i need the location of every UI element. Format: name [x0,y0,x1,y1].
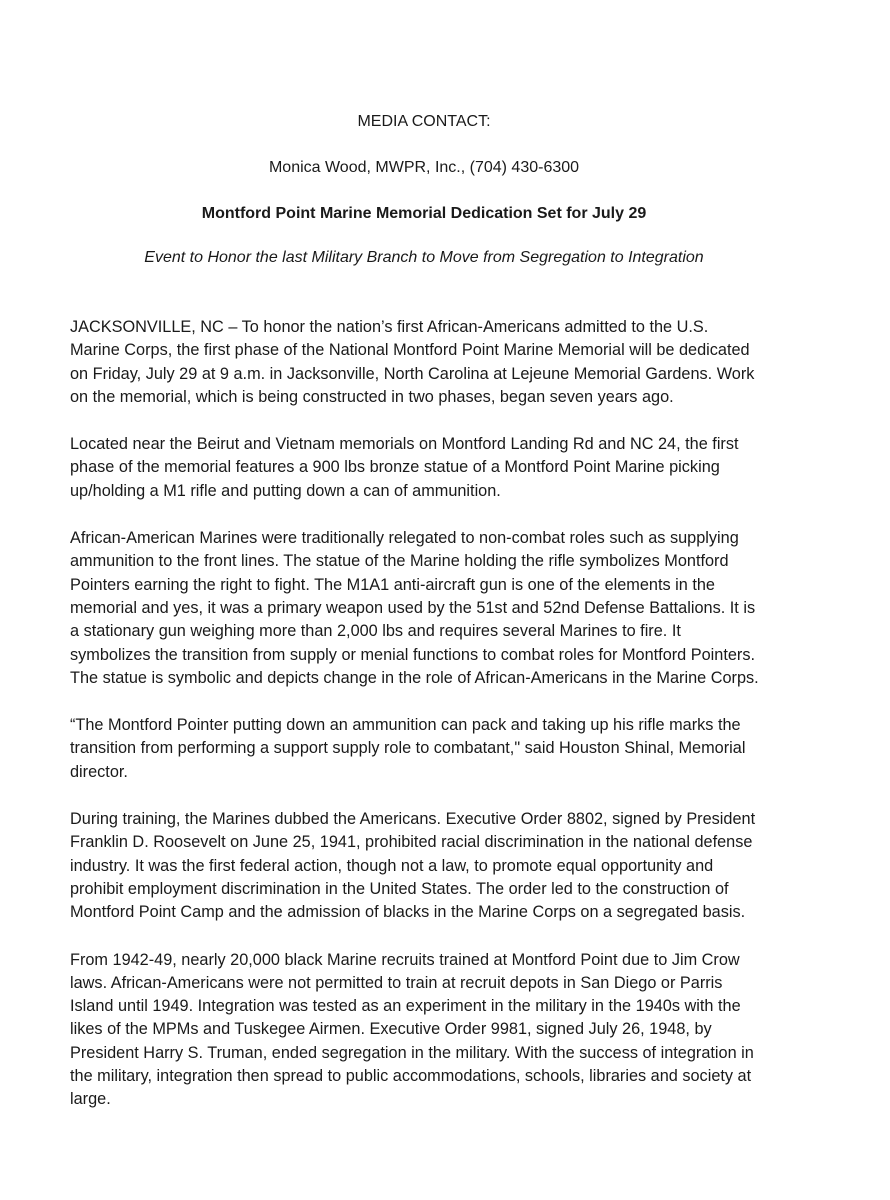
paragraph-line: From 1942-49, nearly 20,000 black Marine recruits trained at Montford Point due to Jim Crow [70,950,740,969]
paragraph-line: prohibit employment discrimination in the United States. The order led to the construction of [70,879,729,898]
paragraph-line: memorial and yes, it was a primary weapon used by the 51st and 52nd Defense Battalions. It is [70,598,756,617]
paragraph-training [70,808,790,924]
paragraph-line: Located near the Beirut and Vietnam memorials on Montford Landing Rd and NC 24, the first [70,435,739,454]
paragraph-quote [70,714,790,784]
paragraph-line: “The Montford Pointer putting down an ammunition can pack and taking up his rifle marks the [70,716,741,735]
headline: Montford Point Marine Memorial Dedication Set for July 29 [201,205,647,222]
paragraph-line: large. [70,1090,111,1109]
paragraph-line: African-American Marines were traditionally relegated to non-combat roles such as supplying [70,529,739,548]
paragraph-line: JACKSONVILLE, NC – To honor the nation’s first African-Americans admitted to the U.S. [70,318,709,336]
paragraph-line: Marine Corps, the first phase of the National Montford Point Marine Memorial will be dedicated [70,341,750,360]
paragraph-line: During training, the Marines dubbed the Americans. Executive Order 8802, signed by President [70,810,756,829]
paragraph-line: The statue is symbolic and depicts change in the role of African-Americans in the Marine Corps. [70,668,759,687]
paragraph-line: a stationary gun weighing more than 2,000 lbs and requires several Marines to fire. It [70,622,681,641]
paragraph-roles [70,527,790,690]
paragraph-line: laws. African-Americans were not permitted to train at recruit depots in San Diego or Parris [70,973,723,992]
paragraph-line: Franklin D. Roosevelt on June 25, 1941, prohibited racial discrimination in the national defense [70,833,753,852]
paragraph-line: industry. It was the first federal action, though not a law, to promote equal opportunity and [70,856,714,875]
paragraph-dateline [70,316,790,409]
paragraph-line: on Friday, July 29 at 9 a.m. in Jacksonville, North Carolina at Lejeune Memorial Gardens. Work [70,364,755,383]
paragraph-location [70,433,790,503]
paragraph-line: Pointers earning the right to fight. The M1A1 anti-aircraft gun is one of the elements in the [70,575,715,594]
paragraph-line: Island until 1949. Integration was tested as an experiment in the military in the 1940s with the [70,997,741,1016]
paragraph-line: likes of the MPMs and Tuskegee Airmen. Executive Order 9981, signed July 26, 1948, by [70,1020,712,1039]
paragraph-line: director. [70,762,128,781]
paragraph-line: ammunition to the front lines. The statue of the Marine holding the rifle symbolizes Montford [70,552,729,571]
paragraph-line: the military, integration then spread to public accommodations, schools, libraries and society at [70,1067,752,1086]
paragraph-line: Montford Point Camp and the admission of blacks in the Marine Corps on a segregated basis. [70,903,746,922]
subheadline: Event to Honor the last Military Branch to Move from Segregation to Integration [144,249,704,266]
article-body [70,316,790,1136]
paragraph-line: phase of the memorial features a 900 lbs bronze statue of a Montford Point Marine picking [70,458,720,477]
paragraph-line: on the memorial, which is being constructed in two phases, began seven years ago. [70,387,674,406]
media-contact-label: MEDIA CONTACT: [357,113,491,130]
paragraph-line: up/holding a M1 rifle and putting down a can of ammunition. [70,481,501,500]
paragraph-history [70,949,790,1112]
paragraph-line: transition from performing a support supply role to combatant," said Houston Shinal, Memorial [70,739,746,758]
contact-info: Monica Wood, MWPR, Inc., (704) 430-6300 [268,159,580,176]
paragraph-line: symbolizes the transition from supply or menial functions to combat roles for Montford Pointers. [70,645,756,664]
paragraph-line: President Harry S. Truman, ended segregation in the military. With the success of integration in [70,1043,754,1062]
